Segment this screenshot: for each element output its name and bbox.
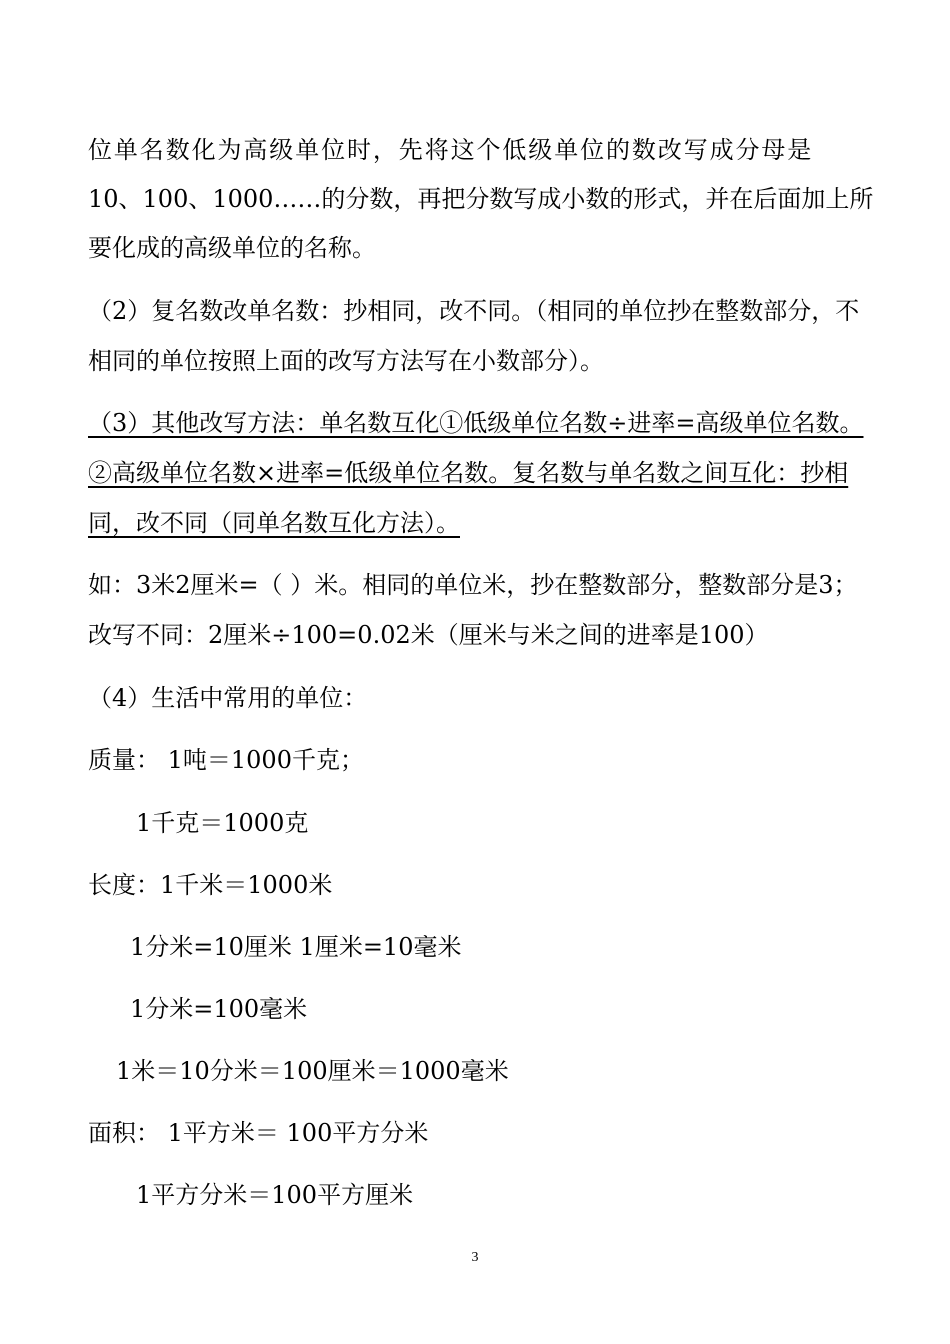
paragraph1-line3: 要化成的高级单位的名称。 — [88, 234, 376, 262]
paragraph2-line2: 相同的单位按照上面的改写方法写在小数部分）。 — [88, 347, 604, 375]
length-line4: 1米＝10分米＝100厘米＝1000毫米 — [116, 1057, 509, 1085]
example-line2: 改写不同：2厘米÷100=0.02米（厘米与米之间的进率是100） — [88, 621, 769, 649]
paragraph1-line2: 10、100、1000……的分数，再把分数写成小数的形式，并在后面加上所 — [88, 185, 874, 213]
paragraph2-line1: （2）复名数改单名数：抄相同，改不同。（相同的单位抄在整数部分，不 — [88, 297, 860, 325]
mass-line1: 质量： 1吨＝1000千克； — [88, 746, 364, 774]
length-line2: 1分米=10厘米 1厘米=10毫米 — [130, 933, 462, 961]
area-line2: 1平方分米＝100平方厘米 — [136, 1181, 414, 1209]
page-number: 3 — [471, 1250, 479, 1265]
example-line1: 如：3米2厘米=（ ）米。相同的单位米，抄在整数部分，整数部分是3； — [88, 571, 858, 599]
paragraph3-line1: （3）其他改写方法：单名数互化①低级单位名数÷进率=高级单位名数。 — [88, 409, 864, 437]
paragraph3-line2: ②高级单位名数×进率=低级单位名数。复名数与单名数之间互化：抄相 — [88, 459, 849, 487]
paragraph3-line3: 同，改不同（同单名数互化方法）。 — [88, 509, 460, 537]
area-line1: 面积： 1平方米＝ 100平方分米 — [88, 1119, 429, 1147]
section4-heading: （4）生活中常用的单位： — [88, 684, 368, 712]
length-line1: 长度：1千米＝1000米 — [88, 871, 333, 899]
paragraph1-line1: 位单名数化为高级单位时，先将这个低级单位的数改写成分母是 — [88, 136, 814, 164]
mass-line2: 1千克＝1000克 — [136, 809, 309, 837]
length-line3: 1分米=100毫米 — [130, 995, 308, 1023]
